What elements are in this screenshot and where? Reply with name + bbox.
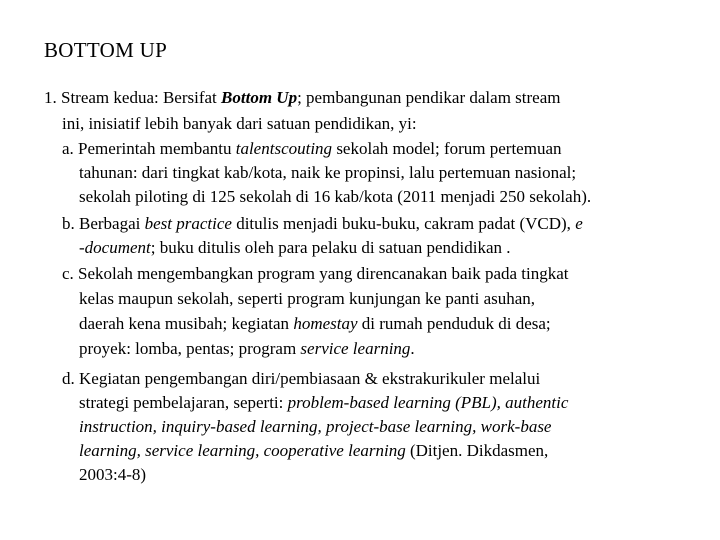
item-b-emphasis-3: -document <box>79 238 151 257</box>
item-1-text-end: ; pembangunan pendikar dalam stream <box>297 88 561 107</box>
item-c-line-4 <box>79 339 415 359</box>
item-a-line-2: tahunan: dari tingkat kab/kota, naik ke propinsi, lalu pertemuan nasional; <box>79 163 577 182</box>
item-a-text-end: sekolah model; forum pertemuan <box>332 139 562 158</box>
item-d-line-4 <box>79 441 548 461</box>
item-b-line-2 <box>79 238 511 258</box>
item-d-line-1 <box>62 369 540 389</box>
item-b-emphasis-2: e <box>575 214 583 233</box>
item-c-label: c. <box>62 264 74 283</box>
item-d-emphasis-3: learning, service learning, cooperative learning <box>79 441 406 460</box>
item-d-line-2 <box>79 393 568 413</box>
item-c-line-3 <box>79 314 551 334</box>
item-c-emphasis: homestay <box>293 314 358 333</box>
item-a-emphasis: talentscouting <box>235 139 333 158</box>
item-d-label: d. <box>62 369 75 388</box>
item-1-text: Stream kedua: Bersifat <box>61 88 222 107</box>
item-c-text-4: proyek: lomba, pentas; program <box>79 339 301 358</box>
item-a-line-3: sekolah piloting di 125 sekolah di 16 kab/kota (2011 menjadi 250 sekolah). <box>79 187 592 206</box>
item-a-label: a. <box>62 139 74 158</box>
item-d-line-5: 2003:4-8) <box>79 465 147 484</box>
item-d-text: Kegiatan pengembangan diri/pembiasaan & ekstrakurikuler melalui <box>79 369 541 388</box>
item-b-emphasis: best practice <box>144 214 232 233</box>
item-d-text-4: (Ditjen. Dikdasmen, <box>405 441 549 460</box>
item-d-text-2: strategi pembelajaran, seperti: <box>79 393 288 412</box>
item-1-number: 1. <box>44 88 57 107</box>
item-c-text: Sekolah mengembangkan program yang direncanakan baik pada tingkat <box>78 264 569 283</box>
item-c-text-3-end: di rumah penduduk di desa; <box>357 314 551 333</box>
item-b-text: Berbagai <box>79 214 145 233</box>
slide-title: BOTTOM UP <box>44 38 168 62</box>
item-b-line-1 <box>62 214 583 234</box>
item-d-emphasis-2: instruction, inquiry-based learning, project-base learning, work-base <box>79 417 552 436</box>
item-1-emphasis: Bottom Up <box>221 88 298 107</box>
item-c-line-2: kelas maupun sekolah, seperti program kunjungan ke panti asuhan, <box>79 289 536 308</box>
item-c-line-1 <box>62 264 569 284</box>
item-d-line-3 <box>79 417 551 437</box>
item-d-emphasis: problem-based learning (PBL), authentic <box>287 393 569 412</box>
item-c-text-3: daerah kena musibah; kegiatan <box>79 314 294 333</box>
item-b-text-end: ; buku ditulis oleh para pelaku di satuan pendidikan . <box>150 238 511 257</box>
item-c-text-4-end: . <box>410 339 415 358</box>
item-1-line-1 <box>44 88 561 108</box>
item-b-text-mid: ditulis menjadi buku-buku, cakram padat (VCD), <box>231 214 576 233</box>
item-a-line-1 <box>62 139 562 159</box>
item-a-text: Pemerintah membantu <box>78 139 236 158</box>
item-c-emphasis-2: service learning <box>300 339 411 358</box>
item-1-line-2: ini, inisiatif lebih banyak dari satuan pendidikan, yi: <box>62 114 417 133</box>
item-b-label: b. <box>62 214 75 233</box>
